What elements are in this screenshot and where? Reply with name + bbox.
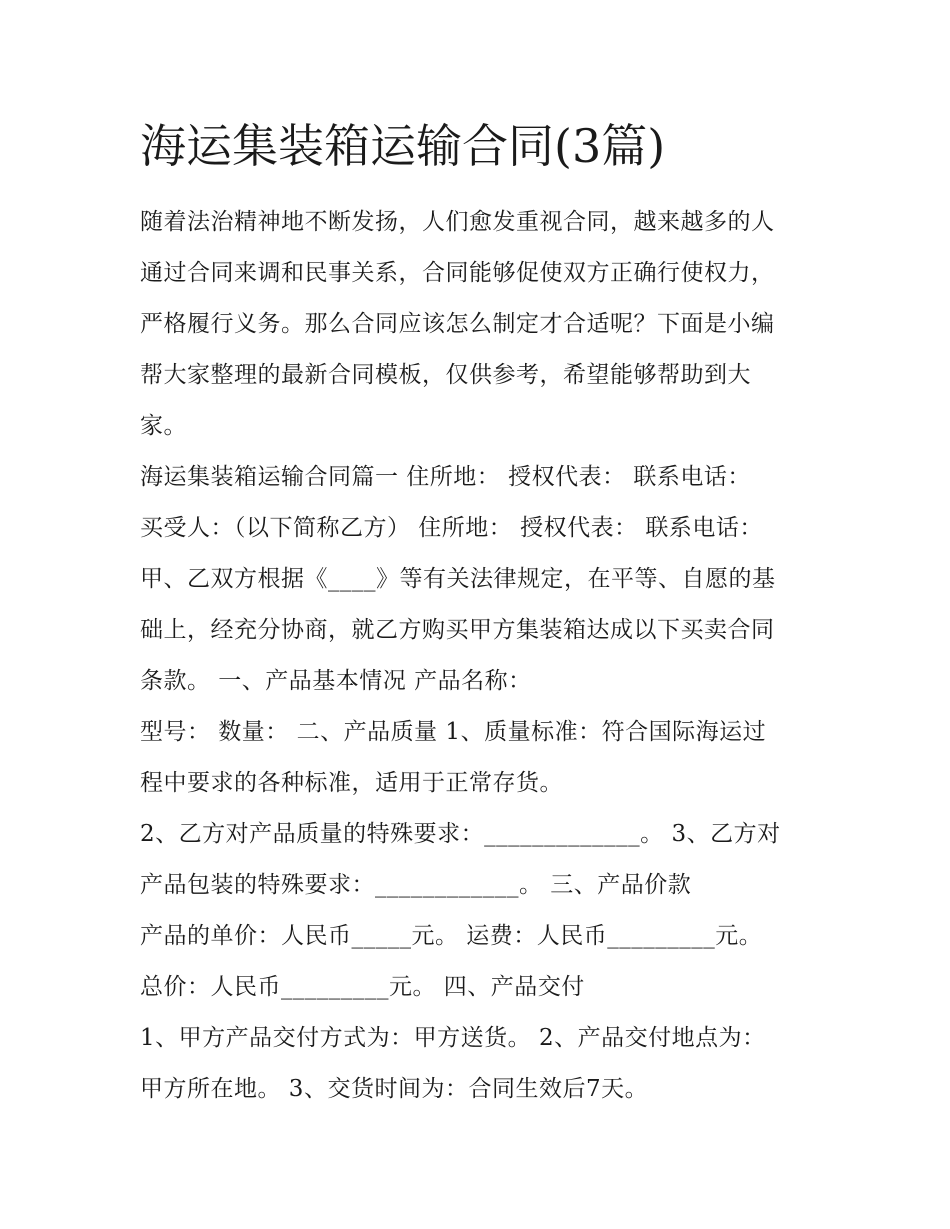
- body-line: 买受人：（以下简称乙方） 住所地： 授权代表： 联系电话：: [140, 515, 763, 541]
- body-line: 甲方所在地。 3、交货时间为：合同生效后7天。: [140, 1076, 649, 1102]
- body-line: 帮大家整理的最新合同模板，仅供参考，希望能够帮助到大: [140, 362, 751, 388]
- body-line: 2、乙方对产品质量的特殊要求：_____________。 3、乙方对: [140, 821, 781, 847]
- body-line: 产品包装的特殊要求：____________。 三、产品价款: [140, 872, 692, 898]
- body-line: 海运集装箱运输合同篇一 住所地： 授权代表： 联系电话：: [140, 464, 751, 490]
- body-line: 严格履行义务。那么合同应该怎么制定才合适呢？下面是小编: [140, 311, 775, 337]
- body-line: 1、甲方产品交付方式为：甲方送货。 2、产品交付地点为：: [140, 1025, 766, 1051]
- body-line: 家。: [140, 413, 187, 439]
- body-line: 条款。 一、产品基本情况 产品名称：: [140, 668, 532, 694]
- body-line: 通过合同来调和民事关系，合同能够促使双方正确行使权力，: [140, 260, 775, 286]
- body-line: 型号： 数量： 二、产品质量 1、质量标准：符合国际海运过: [140, 719, 767, 745]
- body-line: 程中要求的各种标准，适用于正常存货。: [140, 770, 563, 796]
- body-line: 础上，经充分协商，就乙方购买甲方集装箱达成以下买卖合同: [140, 617, 775, 643]
- body-line: 总价：人民币_________元。 四、产品交付: [140, 974, 585, 1000]
- body-line: 产品的单价：人民币_____元。 运费：人民币_________元。: [140, 923, 763, 949]
- document-title: 海运集装箱运输合同(3篇): [140, 119, 666, 173]
- body-line: 随着法治精神地不断发扬，人们愈发重视合同，越来越多的人: [140, 209, 775, 235]
- body-line: 甲、乙双方根据《____》等有关法律规定，在平等、自愿的基: [140, 566, 776, 592]
